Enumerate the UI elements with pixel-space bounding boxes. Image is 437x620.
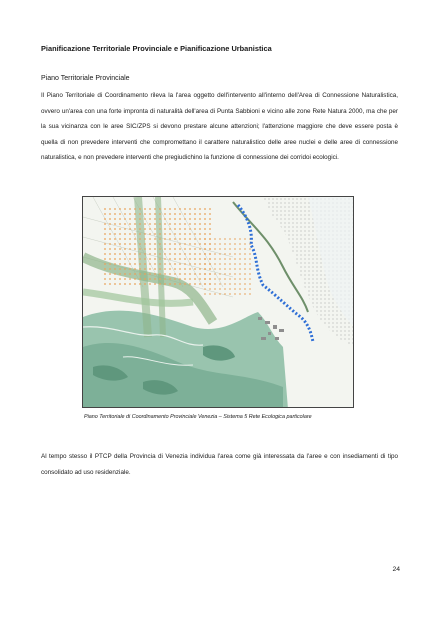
body-paragraph-1: Il Piano Territoriale di Coordinamento rileva la l'area oggetto dell'intervento all'interno dell'Area di Connessione Naturalistica, ovvero un'area con una forte impronta di naturalità dell'area di Punta Sabbioni e vicino alle zone Rete Natura 2000, ma che per la sua vicinanza con le aree SIC/ZPS si devono prestare alcune attenzioni; l'attenzione maggiore che deve essere posta è quella di non prevedere interventi che compromettano il carattere naturalistico delle aree nuclei e delle aree di connessione naturalistica, e non prevedere interventi che pregiudichino la funzione di connessione dei corridoi ecologici. — [41, 92, 398, 162]
map-graphic — [83, 197, 354, 408]
body-paragraph-2: Al tempo stesso il PTCP della Provincia di Venezia individua l'area come già interessata da l'aree e con insediamenti di tipo consolidato ad uso residenziale. — [41, 453, 398, 476]
figure-caption: Piano Territoriale di Coordinamento Provinciale Venezia – Sistema 5 Rete Ecologica particolare — [84, 414, 312, 420]
section-heading: Pianificazione Territoriale Provinciale e Pianificazione Urbanistica — [41, 44, 272, 53]
page-number: 24 — [392, 566, 400, 573]
subsection-heading: Piano Territoriale Provinciale — [41, 75, 130, 82]
ecological-network-map — [82, 196, 354, 408]
